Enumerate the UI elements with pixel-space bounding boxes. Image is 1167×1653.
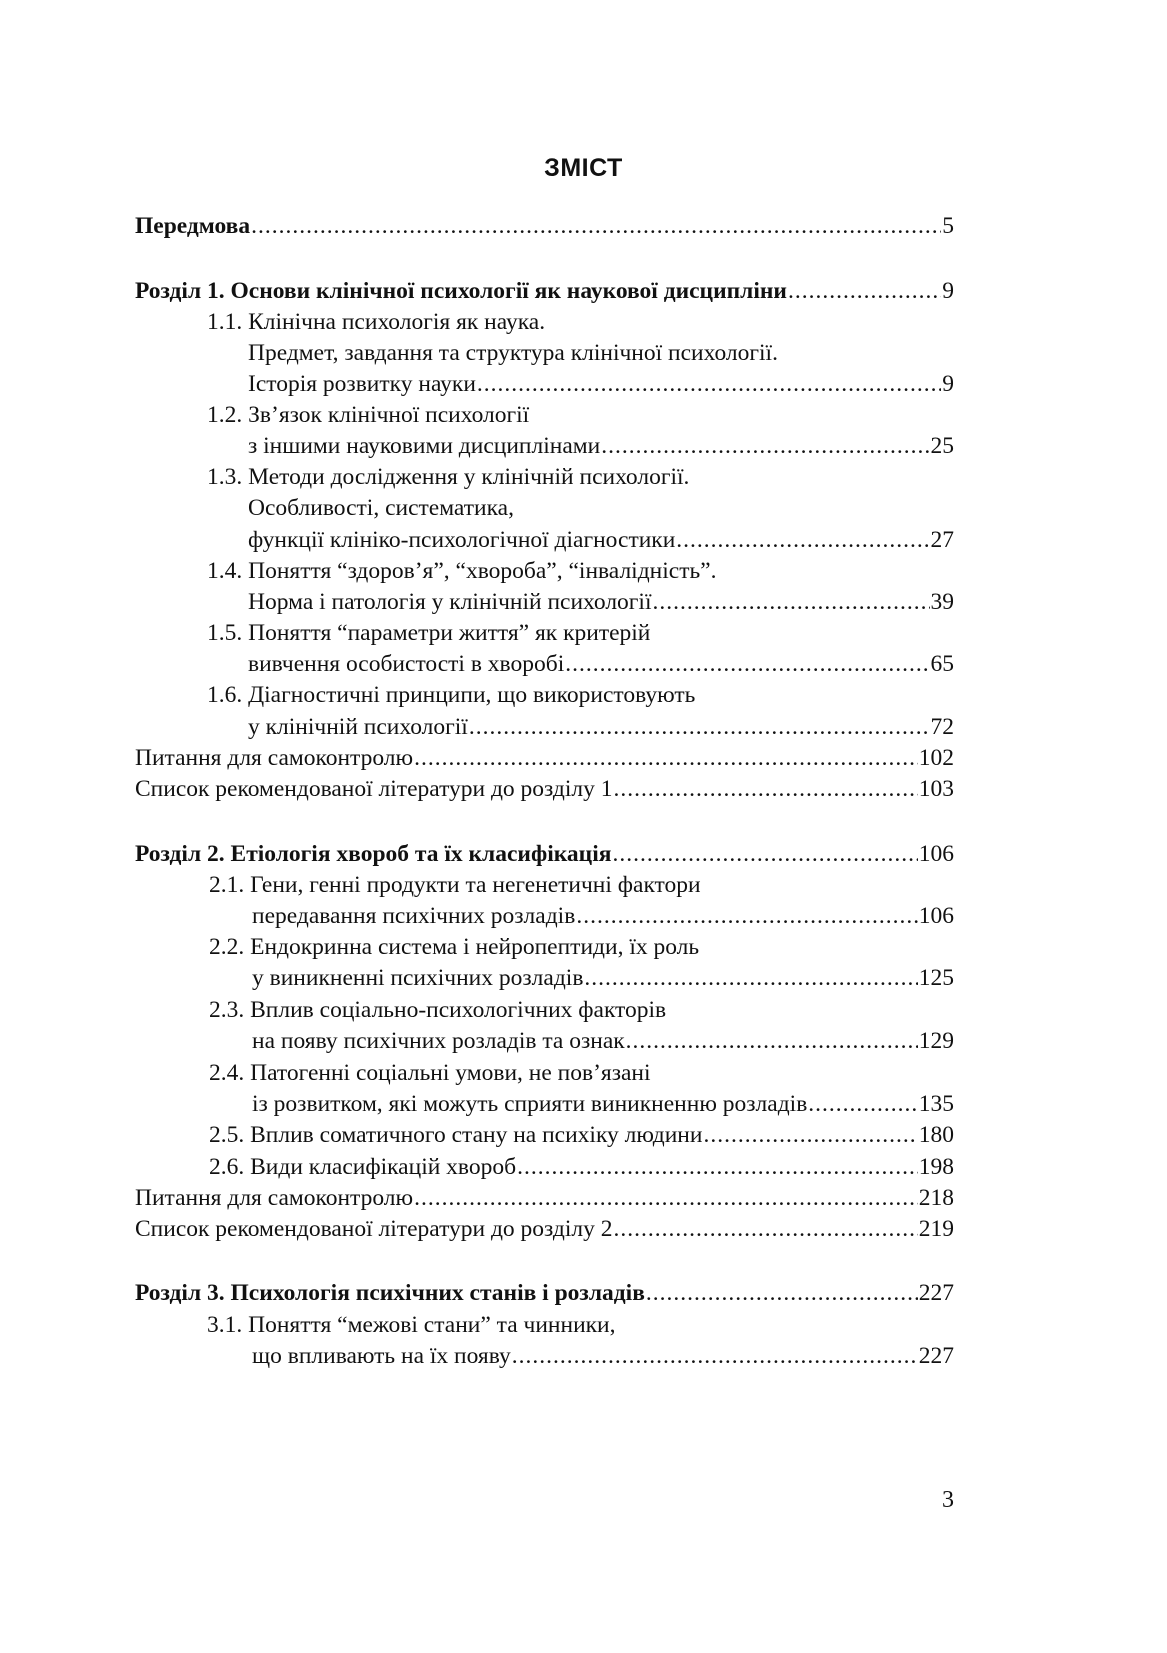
toc-entry-chapter-3[interactable]: Розділ 3. Психологія психічних станів і розладів ..... 227: [135, 1278, 954, 1308]
dot-leader: [584, 963, 917, 993]
toc-entry-preface[interactable]: Передмова ..... 5: [135, 211, 954, 241]
dot-leader: [676, 525, 929, 555]
toc-entry-questions-2[interactable]: Питання для самоконтролю ..... 218: [135, 1183, 954, 1213]
dot-leader: [646, 1278, 918, 1308]
toc-entry-2-3-line-2[interactable]: на появу психічних розладів та ознак ..... 129: [252, 1026, 954, 1056]
dot-leader: [565, 649, 929, 679]
toc-entry-2-4-line-1[interactable]: 2.4. Патогенні соціальні умови, не пов’язані: [209, 1060, 651, 1086]
dot-leader: [414, 1183, 918, 1213]
toc-entry-1-2-line-2[interactable]: з іншими науковими дисциплінами ..... 25: [248, 431, 954, 461]
toc-entry-1-6-line-1[interactable]: 1.6. Діагностичні принципи, що використовують: [207, 682, 696, 708]
dot-leader: [414, 743, 918, 773]
dot-leader: [576, 901, 917, 931]
dot-leader: [251, 211, 941, 241]
dot-leader: [601, 431, 929, 461]
toc-entry-2-1-line-1[interactable]: 2.1. Гени, генні продукти та негенетичні фактори: [209, 872, 701, 898]
page-number: 3: [942, 1487, 954, 1513]
dot-leader: [517, 1152, 918, 1182]
toc-entry-2-2-line-2[interactable]: у виникненні психічних розладів ..... 125: [252, 963, 954, 993]
toc-entry-3-1-line-2[interactable]: що впливають на їх появу ..... 227: [252, 1341, 954, 1371]
toc-entry-1-5-line-1[interactable]: 1.5. Поняття “параметри життя” як критерій: [207, 620, 651, 646]
dot-leader: [612, 839, 917, 869]
toc-entry-literature-1[interactable]: Список рекомендованої літератури до розділу 1 ..... 103: [135, 774, 954, 804]
toc-entry-2-4-line-2[interactable]: із розвитком, які можуть сприяти виникненню розладів ..... 135: [252, 1089, 954, 1119]
toc-entry-1-1-line-1[interactable]: 1.1. Клінічна психологія як наука.: [207, 309, 546, 335]
toc-entry-1-3-line-3[interactable]: функції клініко-психологічної діагностики ..... 27: [248, 525, 954, 555]
page-title: ЗМІСТ: [544, 154, 623, 182]
toc-entry-1-3-line-1[interactable]: 1.3. Методи дослідження у клінічній психології.: [207, 464, 690, 490]
dot-leader: [653, 587, 930, 617]
dot-leader: [788, 276, 941, 306]
toc-entry-1-1-line-2[interactable]: Предмет, завдання та структура клінічної психології.: [248, 340, 778, 366]
toc-entry-chapter-2[interactable]: Розділ 2. Етіологія хвороб та їх класифікація ..... 106: [135, 839, 954, 869]
toc-entry-1-1-line-3[interactable]: Історія розвитку науки ..... 9: [248, 369, 954, 399]
dot-leader: [808, 1089, 917, 1119]
toc-entry-1-3-line-2[interactable]: Особливості, систематика,: [248, 495, 514, 521]
toc-entry-chapter-1[interactable]: Розділ 1. Основи клінічної психології як наукової дисципліни ..... 9: [135, 276, 954, 306]
toc-entry-1-4-line-2[interactable]: Норма і патологія у клінічній психології ..... 39: [248, 587, 954, 617]
toc-entry-2-3-line-1[interactable]: 2.3. Вплив соціально-психологічних факторів: [209, 997, 667, 1023]
dot-leader: [469, 712, 930, 742]
dot-leader: [614, 774, 918, 804]
dot-leader: [477, 369, 941, 399]
toc-entry-2-6[interactable]: 2.6. Види класифікацій хвороб ..... 198: [209, 1152, 954, 1182]
toc-entry-1-5-line-2[interactable]: вивчення особистості в хворобі ..... 65: [248, 649, 954, 679]
dot-leader: [626, 1026, 918, 1056]
toc-entry-questions-1[interactable]: Питання для самоконтролю ..... 102: [135, 743, 954, 773]
dot-leader: [703, 1120, 917, 1150]
toc-entry-1-2-line-1[interactable]: 1.2. Зв’язок клінічної психології: [207, 402, 530, 428]
toc-entry-2-5[interactable]: 2.5. Вплив соматичного стану на психіку людини ..... 180: [209, 1120, 954, 1150]
dot-leader: [614, 1214, 918, 1244]
toc-entry-literature-2[interactable]: Список рекомендованої літератури до розділу 2 ..... 219: [135, 1214, 954, 1244]
toc-entry-1-6-line-2[interactable]: у клінічній психології ..... 72: [248, 712, 954, 742]
toc-entry-2-1-line-2[interactable]: передавання психічних розладів ..... 106: [252, 901, 954, 931]
toc-entry-2-2-line-1[interactable]: 2.2. Ендокринна система і нейропептиди, їх роль: [209, 934, 700, 960]
toc-entry-3-1-line-1[interactable]: 3.1. Поняття “межові стани” та чинники,: [207, 1312, 616, 1338]
toc-entry-1-4-line-1[interactable]: 1.4. Поняття “здоров’я”, “хвороба”, “інвалідність”.: [207, 558, 717, 584]
dot-leader: [512, 1341, 918, 1371]
